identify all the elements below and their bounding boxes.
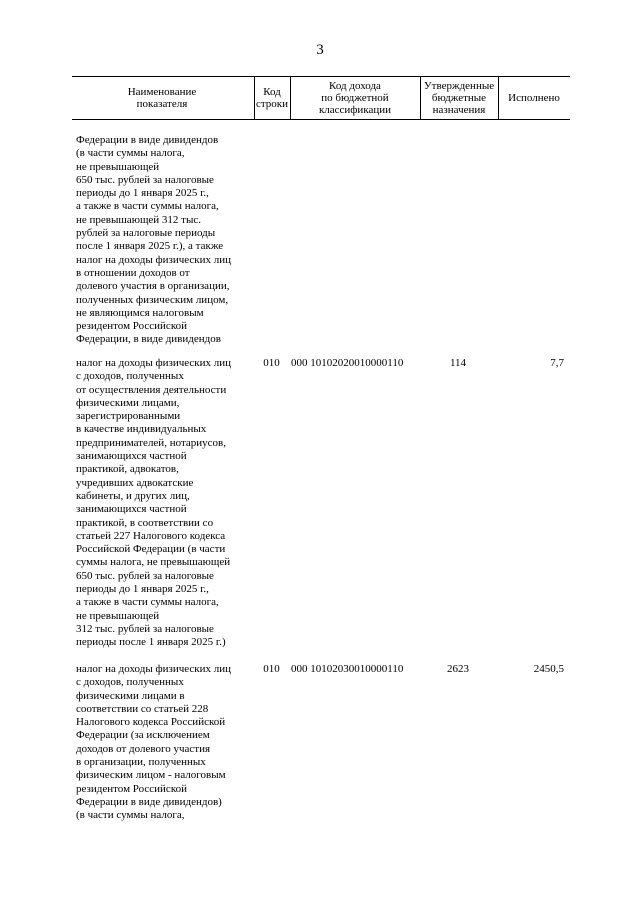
row-class-code: 000 10102020010000110	[291, 357, 404, 369]
header-code: Код строки	[255, 86, 289, 110]
header-name: Наименование показателя	[127, 86, 197, 110]
header-done: Исполнено	[508, 92, 560, 104]
row-name: налог на доходы физических лиц с доходов, полученных от осуществления деятельности физическими лицами, зарегистрированными в качестве индивидуальных предпринимателей, нотариусов, занимающихся частной практикой, адвокатов, учредивших адвокатские кабинеты, и других лиц, занимающихся частной практикой, в соответствии со статьей 227 Налогового кодекса Российской Федерации (в части суммы налога, не превышающей 650 тыс. рублей за налоговые периоды до 1 января 2025 г., а также в части суммы налога, не превышающей 312 тыс. рублей за налоговые периоды после 1 января 2025 г.)	[76, 357, 232, 649]
header-approved: Утвержденные бюджетные назначения	[423, 80, 495, 116]
row-approved: 114	[449, 357, 467, 369]
row-class-code: 000 10102030010000110	[291, 663, 404, 675]
row-name: налог на доходы физических лиц с доходов, полученных физическими лицами в соответствии со статьей 228 Налогового кодекса Российской Федерации (за исключением доходов от долевого участия в организации, полученных физическим лицом - налоговым резидентом Российской Федерации в виде дивидендов) (в части суммы налога,	[76, 663, 232, 822]
row-done: 2450,5	[533, 663, 564, 675]
row-name: Федерации в виде дивидендов (в части суммы налога, не превышающей 650 тыс. рублей за налоговые периоды до 1 января 2025 г., а также в части суммы налога, не превышающей 312 тыс. рублей за налоговые периоды после 1 января 2025 г.), а также налог на доходы физических лиц в отношении доходов от долевого участия в организации, полученных физическим лицом, не являющимся налоговым резидентом Российской Федерации, в виде дивидендов	[76, 134, 232, 346]
row-code: 010	[263, 663, 280, 675]
row-approved: 2623	[447, 663, 469, 675]
page-number: 3	[316, 42, 324, 58]
header-class-code: Код дохода по бюджетной классификации	[318, 80, 392, 116]
table-header	[72, 76, 570, 120]
row-code: 010	[263, 357, 280, 369]
row-done: 7,7	[550, 357, 564, 369]
